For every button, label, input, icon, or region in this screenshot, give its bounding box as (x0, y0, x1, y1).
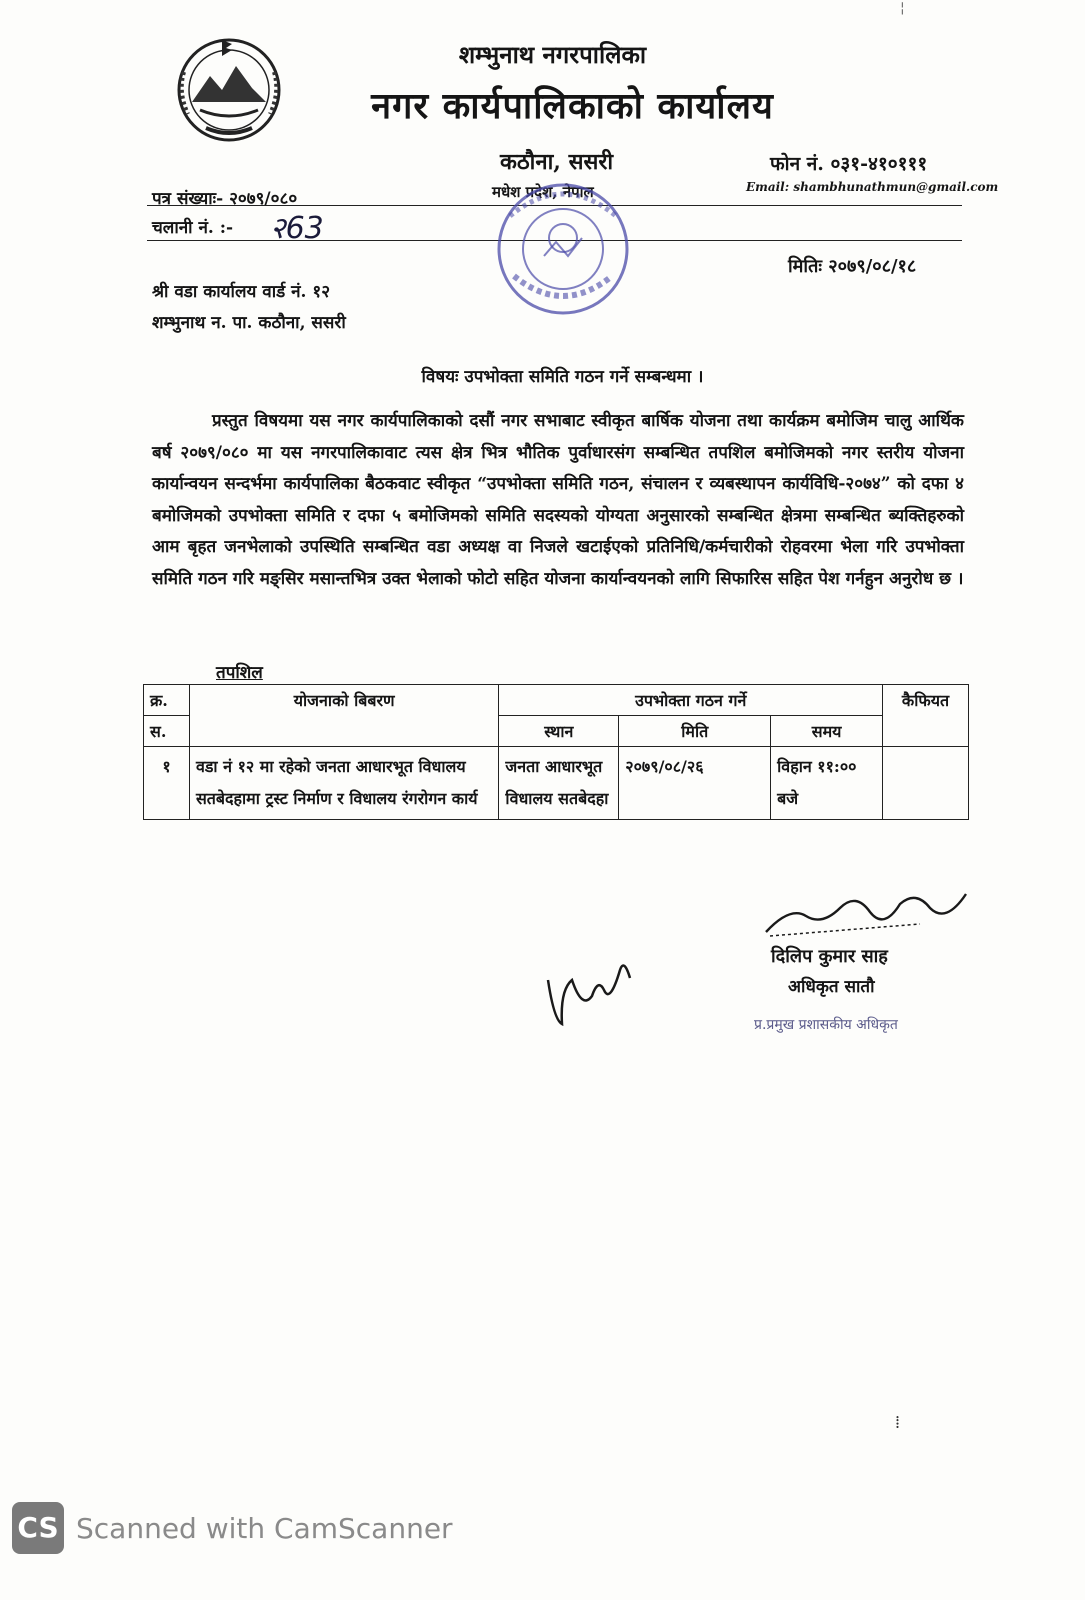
recipient-line-1: श्री वडा कार्यालय वार्ड नं. १२ (152, 282, 331, 302)
recipient-line-2: शम्भुनाथ न. पा. कठौना, ससरी (152, 313, 346, 333)
row-sn: १ (144, 747, 190, 820)
header-sn-bottom: स. (144, 716, 190, 747)
dispatch-number: २63 (270, 211, 324, 246)
handwritten-initial (538, 950, 648, 1030)
signatory-title: अधिकृत सातौ (788, 977, 875, 997)
signature-scribble (760, 886, 975, 942)
camscanner-watermark: Scanned with CamScanner (76, 1512, 453, 1545)
municipality-name: शम्भुनाथ नगरपालिका (458, 40, 647, 69)
header-sn-top: क्र. (144, 685, 190, 716)
schedule-title: तपशिल (216, 663, 263, 683)
address-line-2: मधेश प्रदेश, नेपाल (492, 183, 594, 201)
table-row (144, 747, 969, 820)
scan-mark-top: ¦ (900, 0, 905, 16)
header-time: समय (771, 716, 883, 747)
row-time: विहान ११:०० बजे (771, 747, 883, 820)
row-description: वडा नं १२ मा रहेको जनता आधारभूत विधालय सतबेदहामा ट्रस्ट निर्माण र विधालय रंगरोगन कार्य (189, 747, 498, 820)
header-place: स्थान (499, 716, 619, 747)
letter-date: मितिः २०७९/०८/१८ (788, 256, 917, 277)
header-remarks: कैफियत (883, 685, 969, 747)
office-title: नगर कार्यपालिकाको कार्यालय (371, 85, 774, 127)
signatory-name: दिलिप कुमार साह (771, 946, 888, 967)
row-date: २०७९/०८/२६ (619, 747, 771, 820)
dispatch-label: चलानी नं. :- (152, 218, 234, 238)
camscanner-logo-icon: CS (12, 1502, 64, 1554)
row-place: जनता आधारभूत विधालय सतबेदहा (499, 747, 619, 820)
header-date: मिति (619, 716, 771, 747)
letter-body: प्रस्तुत विषयमा यस नगर कार्यपालिकाको दसौं नगर सभाबाट स्वीकृत बार्षिक योजना तथा कार्यक्रम बमोजिम चालु आर्थिक बर्ष २०७९/०८० मा यस नगरपालिकावाट त्यस क्षेत्र भित्र भौतिक पुर्वाधारसंग सम्बन्धित तपशिल बमोजिमको नगर स्तरीय योजना कार्यान्वयन सन्दर्भमा कार्यपालिका बैठकवाट स्वीकृत “उपभोक्ता समिति गठन, संचालन र व्यबस्थापन कार्यविधि-२०७४” को दफा ४ बमोजिमको उपभोक्ता समिति र दफा ५ बमोजिमको समिति सदस्यको योग्यता अनुसारको सम्बन्धित क्षेत्रमा सम्बन्धित ब्यक्तिहरुको आम बृहत जनभेलाको उपस्थिति सम्बन्धित वडा अध्यक्ष वा निजले खटाईएको प्रतिनिधि/कर्मचारीको रोहवरमा भेला गरि उपभोक्ता समिति गठन गरि मङ्सिर मसान्तभित्र उक्त भेलाको फोटो सहित योजना कार्यान्वयनको लागि सिफारिस सहित पेश गर्नहुन अनुरोध छ । (152, 411, 964, 589)
letter-subject: विषयः उपभोक्ता समिति गठन गर्ने सम्बन्धमा । (421, 367, 704, 387)
header-description: योजनाको बिबरण (189, 685, 498, 747)
schedule-table (143, 684, 969, 820)
address-line-1: कठौना, ससरी (500, 149, 614, 175)
scan-mark-bottom: ⁞ (895, 1412, 901, 1433)
signatory-office: प्र.प्रमुख प्रशासकीय अधिकृत (754, 1017, 898, 1033)
row-remarks (883, 747, 969, 820)
email-address: Email: shambhunathmun@gmail.com (746, 180, 999, 194)
header-committee-formation: उपभोक्ता गठन गर्ने (499, 685, 883, 716)
reference-number: पत्र संख्याः- २०७९/०८० (152, 189, 298, 209)
office-stamp-icon (484, 176, 642, 322)
phone-number: फोन नं. ०३१-४१०१११ (770, 153, 928, 175)
table-header-row (144, 685, 969, 716)
